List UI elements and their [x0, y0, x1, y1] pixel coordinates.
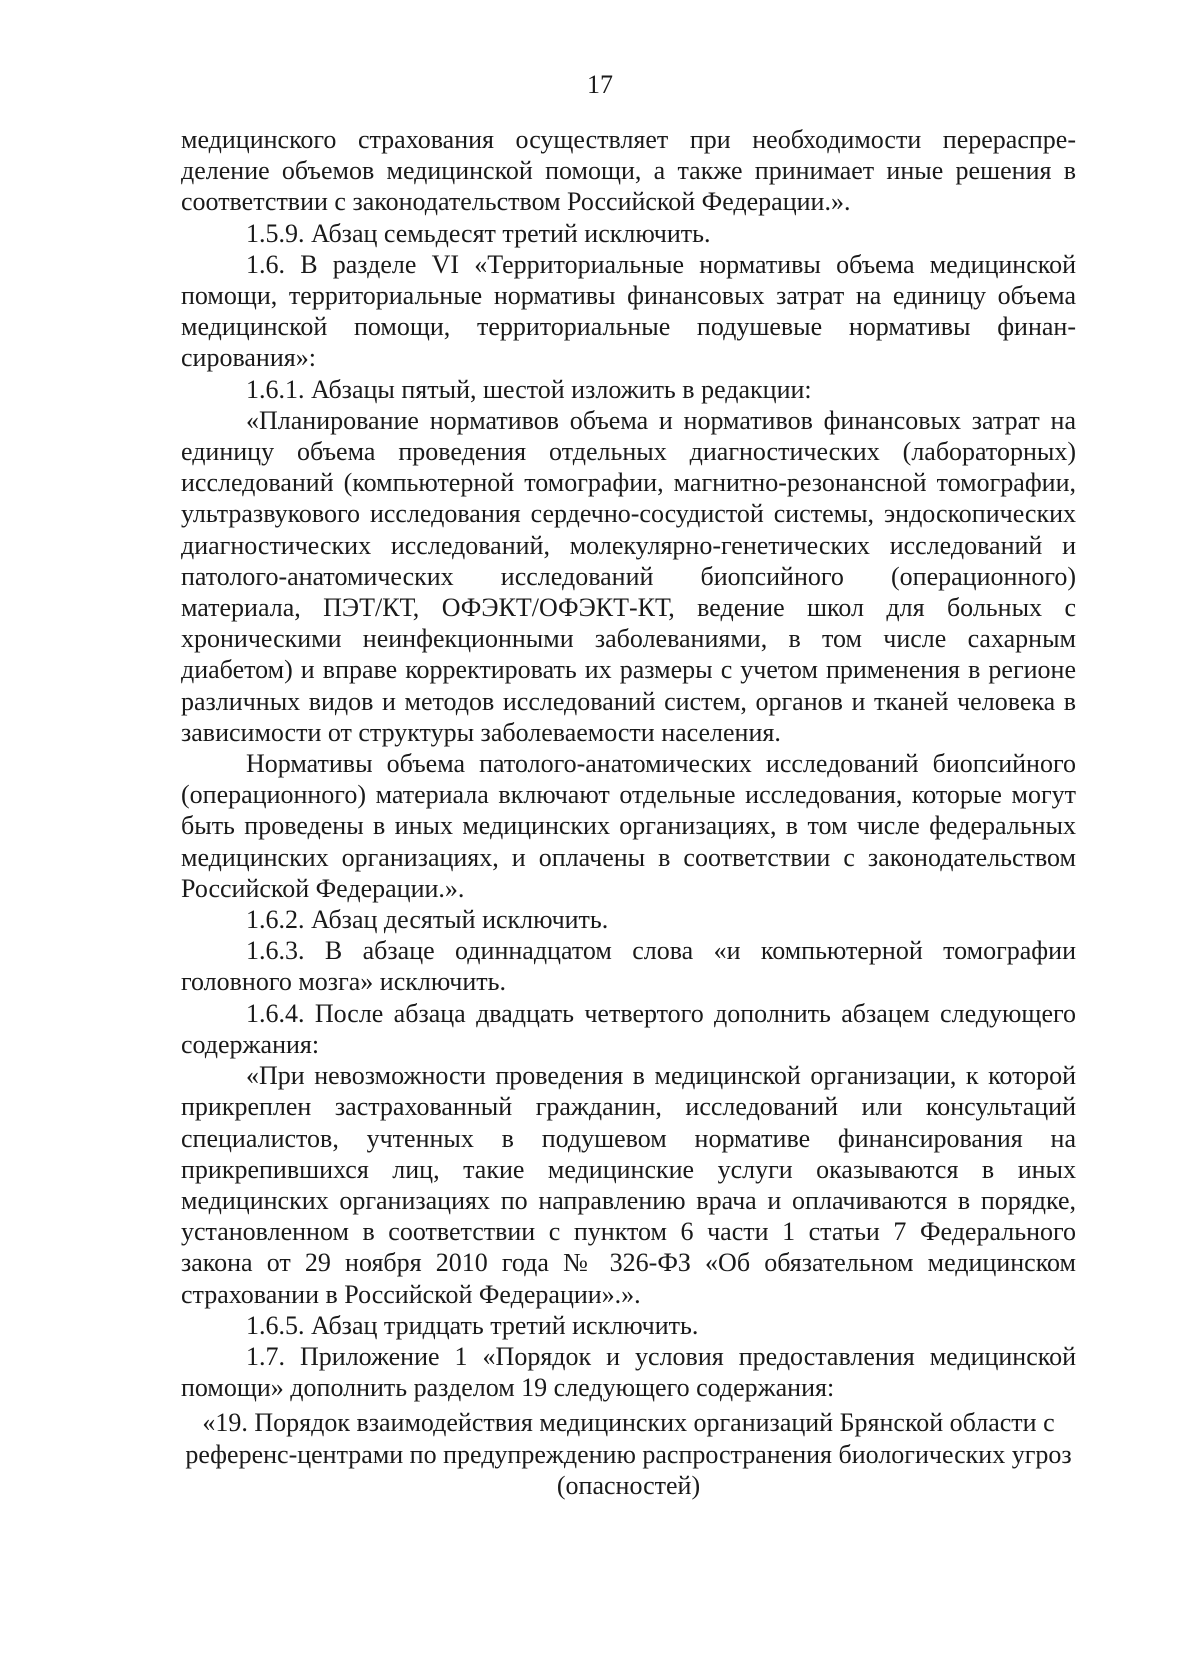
- paragraph: 1.6.3. В абзаце одиннадцатом слова «и компьютерной томографии головного мозга» исключить.: [181, 936, 1076, 997]
- paragraph: 1.6.4. После абзаца двадцать четвертого дополнить абзацем следующего содержания:: [181, 998, 1076, 1059]
- section-heading: «19. Порядок взаимодействия медицинских организаций Брянской области с референс-центрами по предупреждению распространения биологических угроз (опасностей): [185, 1408, 1072, 1500]
- paragraph: 1.6.5. Абзац тридцать третий исключить.: [246, 1310, 699, 1340]
- paragraph: «Планирование нормативов объема и нормативов финансовых затрат на единицу объема проведения отдельных диагностических (лабораторных) исследований (компьютерной томографии, магнитно-резонансной томографии, ультразвукового исследования сердечно-сосудистой системы, эндоскопических диагностических исследований, молекулярно-генетических исследований и патолого-анатомических исследований биопсийного (операционного) материала, ПЭТ/КТ, ОФЭКТ/ОФЭКТ-КТ, ведение школ для больных с хроническими неинфекционными заболеваниями, в том числе сахарным диабетом) и вправе корректировать их размеры с учетом применения в регионе различных видов и методов исследований систем, органов и тканей человека в зависимости от структуры заболеваемости населения.: [181, 405, 1076, 747]
- paragraph: медицинского страхования осуществляет при необходимости перераспре-деление объемов медицинской помощи, а также принимает иные решения в соответствии с законодательством Российской Федерации.».: [181, 125, 1076, 217]
- paragraph: Нормативы объема патолого-анатомических исследований биопсийного (операционного) материала включают отдельные исследования, которые могут быть проведены в иных медицинских организациях, в том числе федеральных медицинских организациях, и оплачены в соответствии с законодательством Российской Федерации.».: [181, 749, 1076, 903]
- paragraph: 1.6. В разделе VI «Территориальные нормативы объема медицинской помощи, территориальные нормативы финансовых затрат на единицу объема медицинской помощи, территориальные подушевые нормативы финан-сирования»:: [181, 249, 1076, 373]
- paragraph: 1.6.2. Абзац десятый исключить.: [246, 905, 609, 935]
- paragraph: «При невозможности проведения в медицинской организации, к которой прикреплен застрахованный гражданин, исследований или консультаций специалистов, учтенных в подушевом нормативе финансирования на прикрепившихся лиц, такие медицинские услуги оказываются в иных медицинских организациях по направлению врача и оплачиваются в порядке, установленном в соответствии с пунктом 6 части 1 статьи 7 Федерального закона от 29 ноября 2010 года № 326-ФЗ «Об обязательном медицинском страховании в Российской Федерации».».: [181, 1061, 1076, 1309]
- paragraph: 1.5.9. Абзац семьдесят третий исключить.: [246, 218, 711, 248]
- paragraph: 1.7. Приложение 1 «Порядок и условия предоставления медицинской помощи» дополнить разделом 19 следующего содержания:: [181, 1341, 1076, 1403]
- document-body: [181, 124, 1076, 1501]
- page-number: 17: [587, 70, 613, 99]
- paragraph: 1.6.1. Абзацы пятый, шестой изложить в редакции:: [246, 374, 812, 404]
